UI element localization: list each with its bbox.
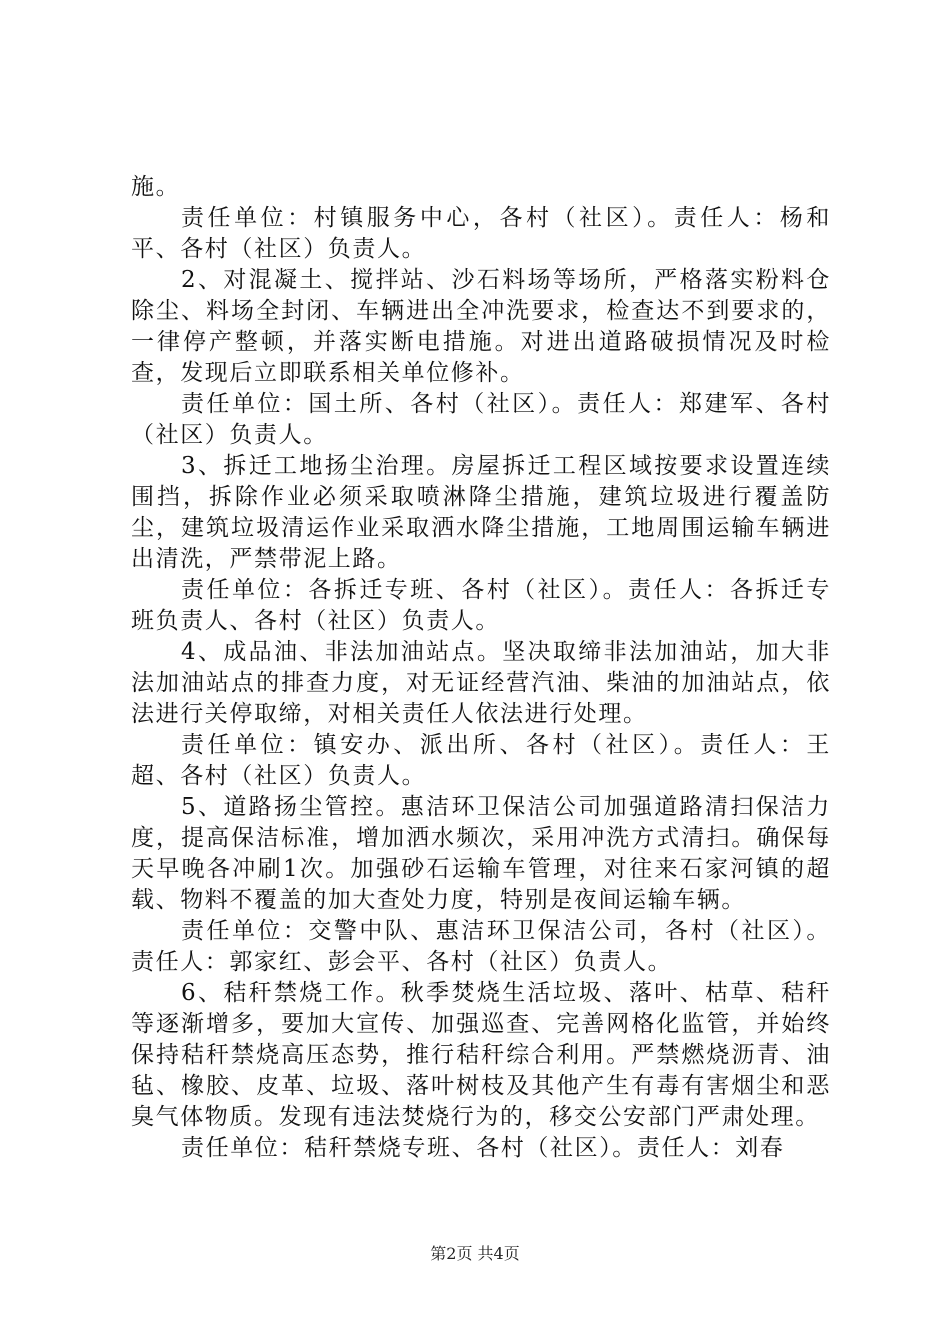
paragraph-responsibility-6: 责任单位：秸秆禁烧专班、各村（社区）。责任人：刘春 [181, 1135, 785, 1161]
paragraph-item-4: 4、成品油、非法加油站点。坚决取缔非法加油站，加大非法加油站点的排查力度，对无证经营汽油、柴油的加油站点，依法进行关停取缔，对相关责任人依法进行处理。 [131, 639, 831, 727]
paragraph-responsibility-3: 责任单位：各拆迁专班、各村（社区）。责任人：各拆迁专班负责人、各村（社区）负责人。 [131, 577, 831, 634]
paragraph-responsibility-2: 责任单位：国土所、各村（社区）。责任人：郑建军、各村（社区）负责人。 [131, 391, 831, 448]
paragraph-item-2: 2、对混凝土、搅拌站、沙石料场等场所，严格落实粉料仓除尘、料场全封闭、车辆进出全冲洗要求，检查达不到要求的，一律停产整顿，并落实断电措施。对进出道路破损情况及时检查，发现后立即联系相关单位修补。 [131, 267, 831, 386]
paragraph-responsibility-1: 责任单位：村镇服务中心，各村（社区）。责任人：杨和平、各村（社区）负责人。 [131, 205, 831, 262]
paragraph-responsibility-5: 责任单位：交警中队、惠洁环卫保洁公司，各村（社区）。责任人：郭家红、彭会平、各村（社区）负责人。 [131, 918, 831, 975]
paragraph-item-6: 6、秸秆禁烧工作。秋季焚烧生活垃圾、落叶、枯草、秸秆等逐渐增多，要加大宣传、加强巡查、完善网格化监管，并始终保持秸秆禁烧高压态势，推行秸秆综合利用。严禁燃烧沥青、油毡、橡胶、皮革、垃圾、落叶树枝及其他产生有毒有害烟尘和恶臭气体物质。发现有违法焚烧行为的，移交公安部门严肃处理。 [131, 980, 831, 1130]
paragraph-responsibility-4: 责任单位：镇安办、派出所、各村（社区）。责任人：王超、各村（社区）负责人。 [131, 732, 831, 789]
page-number-footer: 第2页 共4页 [430, 1244, 520, 1263]
document-body [131, 172, 831, 1164]
paragraph-item-5: 5、道路扬尘管控。惠洁环卫保洁公司加强道路清扫保洁力度，提高保洁标准，增加洒水频次，采用冲洗方式清扫。确保每天早晚各冲刷1次。加强砂石运输车管理，对往来石家河镇的超载、物料不覆盖的加大查处力度，特别是夜间运输车辆。 [131, 794, 831, 913]
paragraph-item-3: 3、拆迁工地扬尘治理。房屋拆迁工程区域按要求设置连续围挡，拆除作业必须采取喷淋降尘措施，建筑垃圾进行覆盖防尘，建筑垃圾清运作业采取洒水降尘措施，工地周围运输车辆进出清洗，严禁带泥上路。 [131, 453, 831, 572]
paragraph-continuation: 施。 [131, 174, 181, 200]
